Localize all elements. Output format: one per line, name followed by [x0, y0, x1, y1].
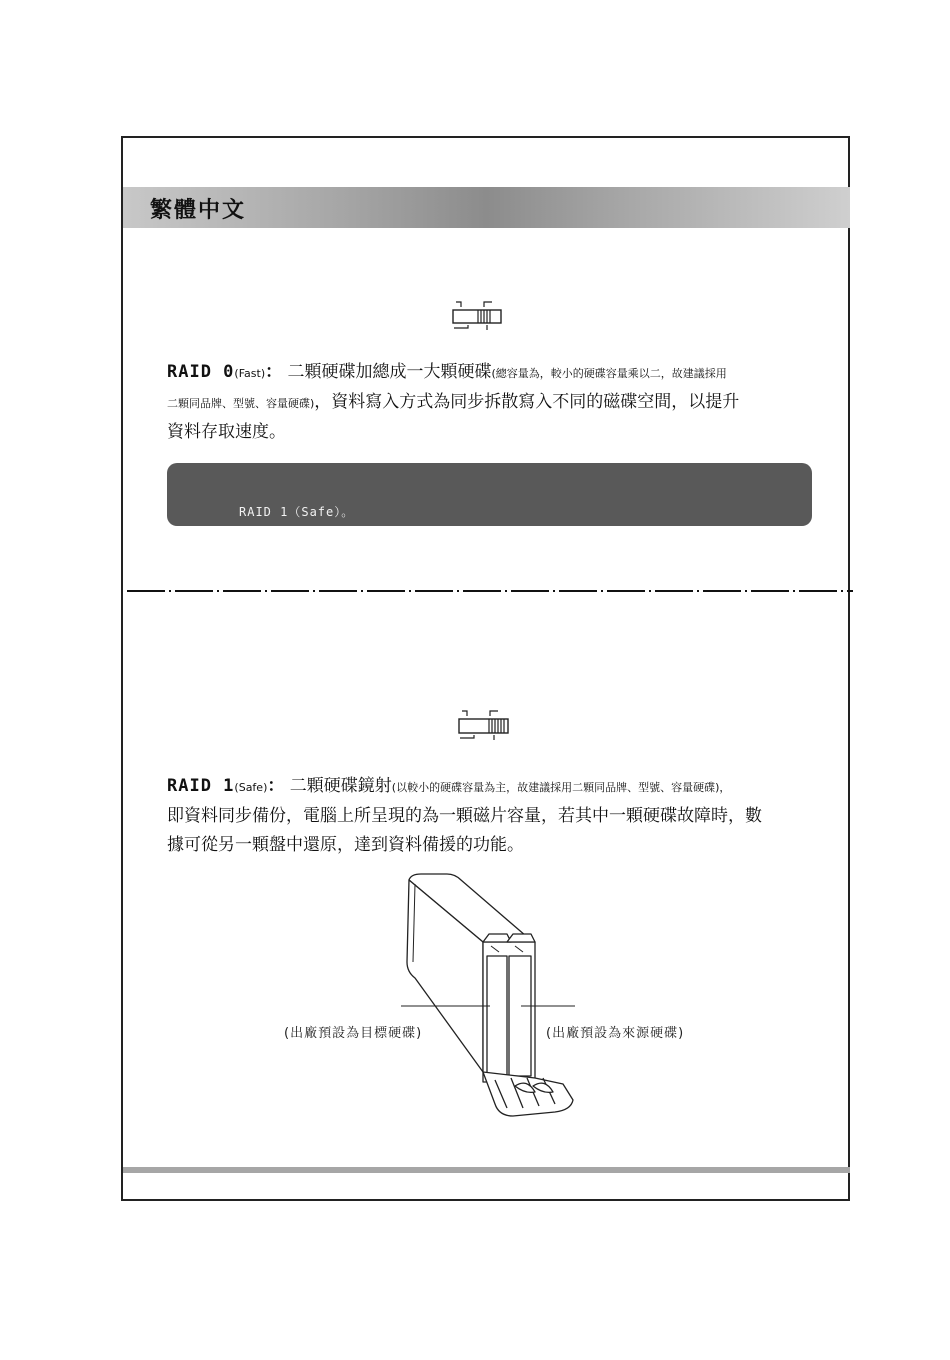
raid1-description: RAID 1(Safe)： 二顆硬碟鏡射(以較小的硬碟容量為主，故建議採用二顆同品牌、型號、容量硬碟)， 即資料同步備份，電腦上所呈現的為一顆磁片容量，若其中一顆硬碟故障時，數 據可從另一顆盤中還原，達到資料備援的功能。 — [167, 776, 762, 855]
section-divider — [127, 578, 853, 582]
callout-target-drive: (出廠預設為目標硬碟) — [284, 1026, 423, 1041]
switch-raid0-icon — [450, 298, 504, 334]
callout-source-drive: (出廠預設為來源硬碟) — [546, 1026, 685, 1041]
raid0-mode: (Fast) — [234, 367, 266, 380]
raid1-label: RAID 1 — [167, 776, 235, 796]
switch-raid1-icon — [456, 707, 512, 745]
raid0-description: RAID 0(Fast)： 二顆硬碟加總成一大顆硬碟(總容量為，較小的硬碟容量乘以二，故建議採用 二顆同品牌、型號、容量硬碟)，資料寫入方式為同步拆散寫入不同的磁碟空間，以提升 資料存取速度。 — [167, 362, 740, 442]
dual-drive-enclosure-illustration — [395, 872, 595, 1131]
raid0-label: RAID 0 — [167, 362, 235, 382]
language-title: 繁體中文 — [150, 198, 247, 223]
footer-bar — [123, 1167, 850, 1173]
raid1-mode: (Safe) — [234, 781, 268, 794]
note-text: RAID 1（Safe）。 — [239, 505, 355, 519]
